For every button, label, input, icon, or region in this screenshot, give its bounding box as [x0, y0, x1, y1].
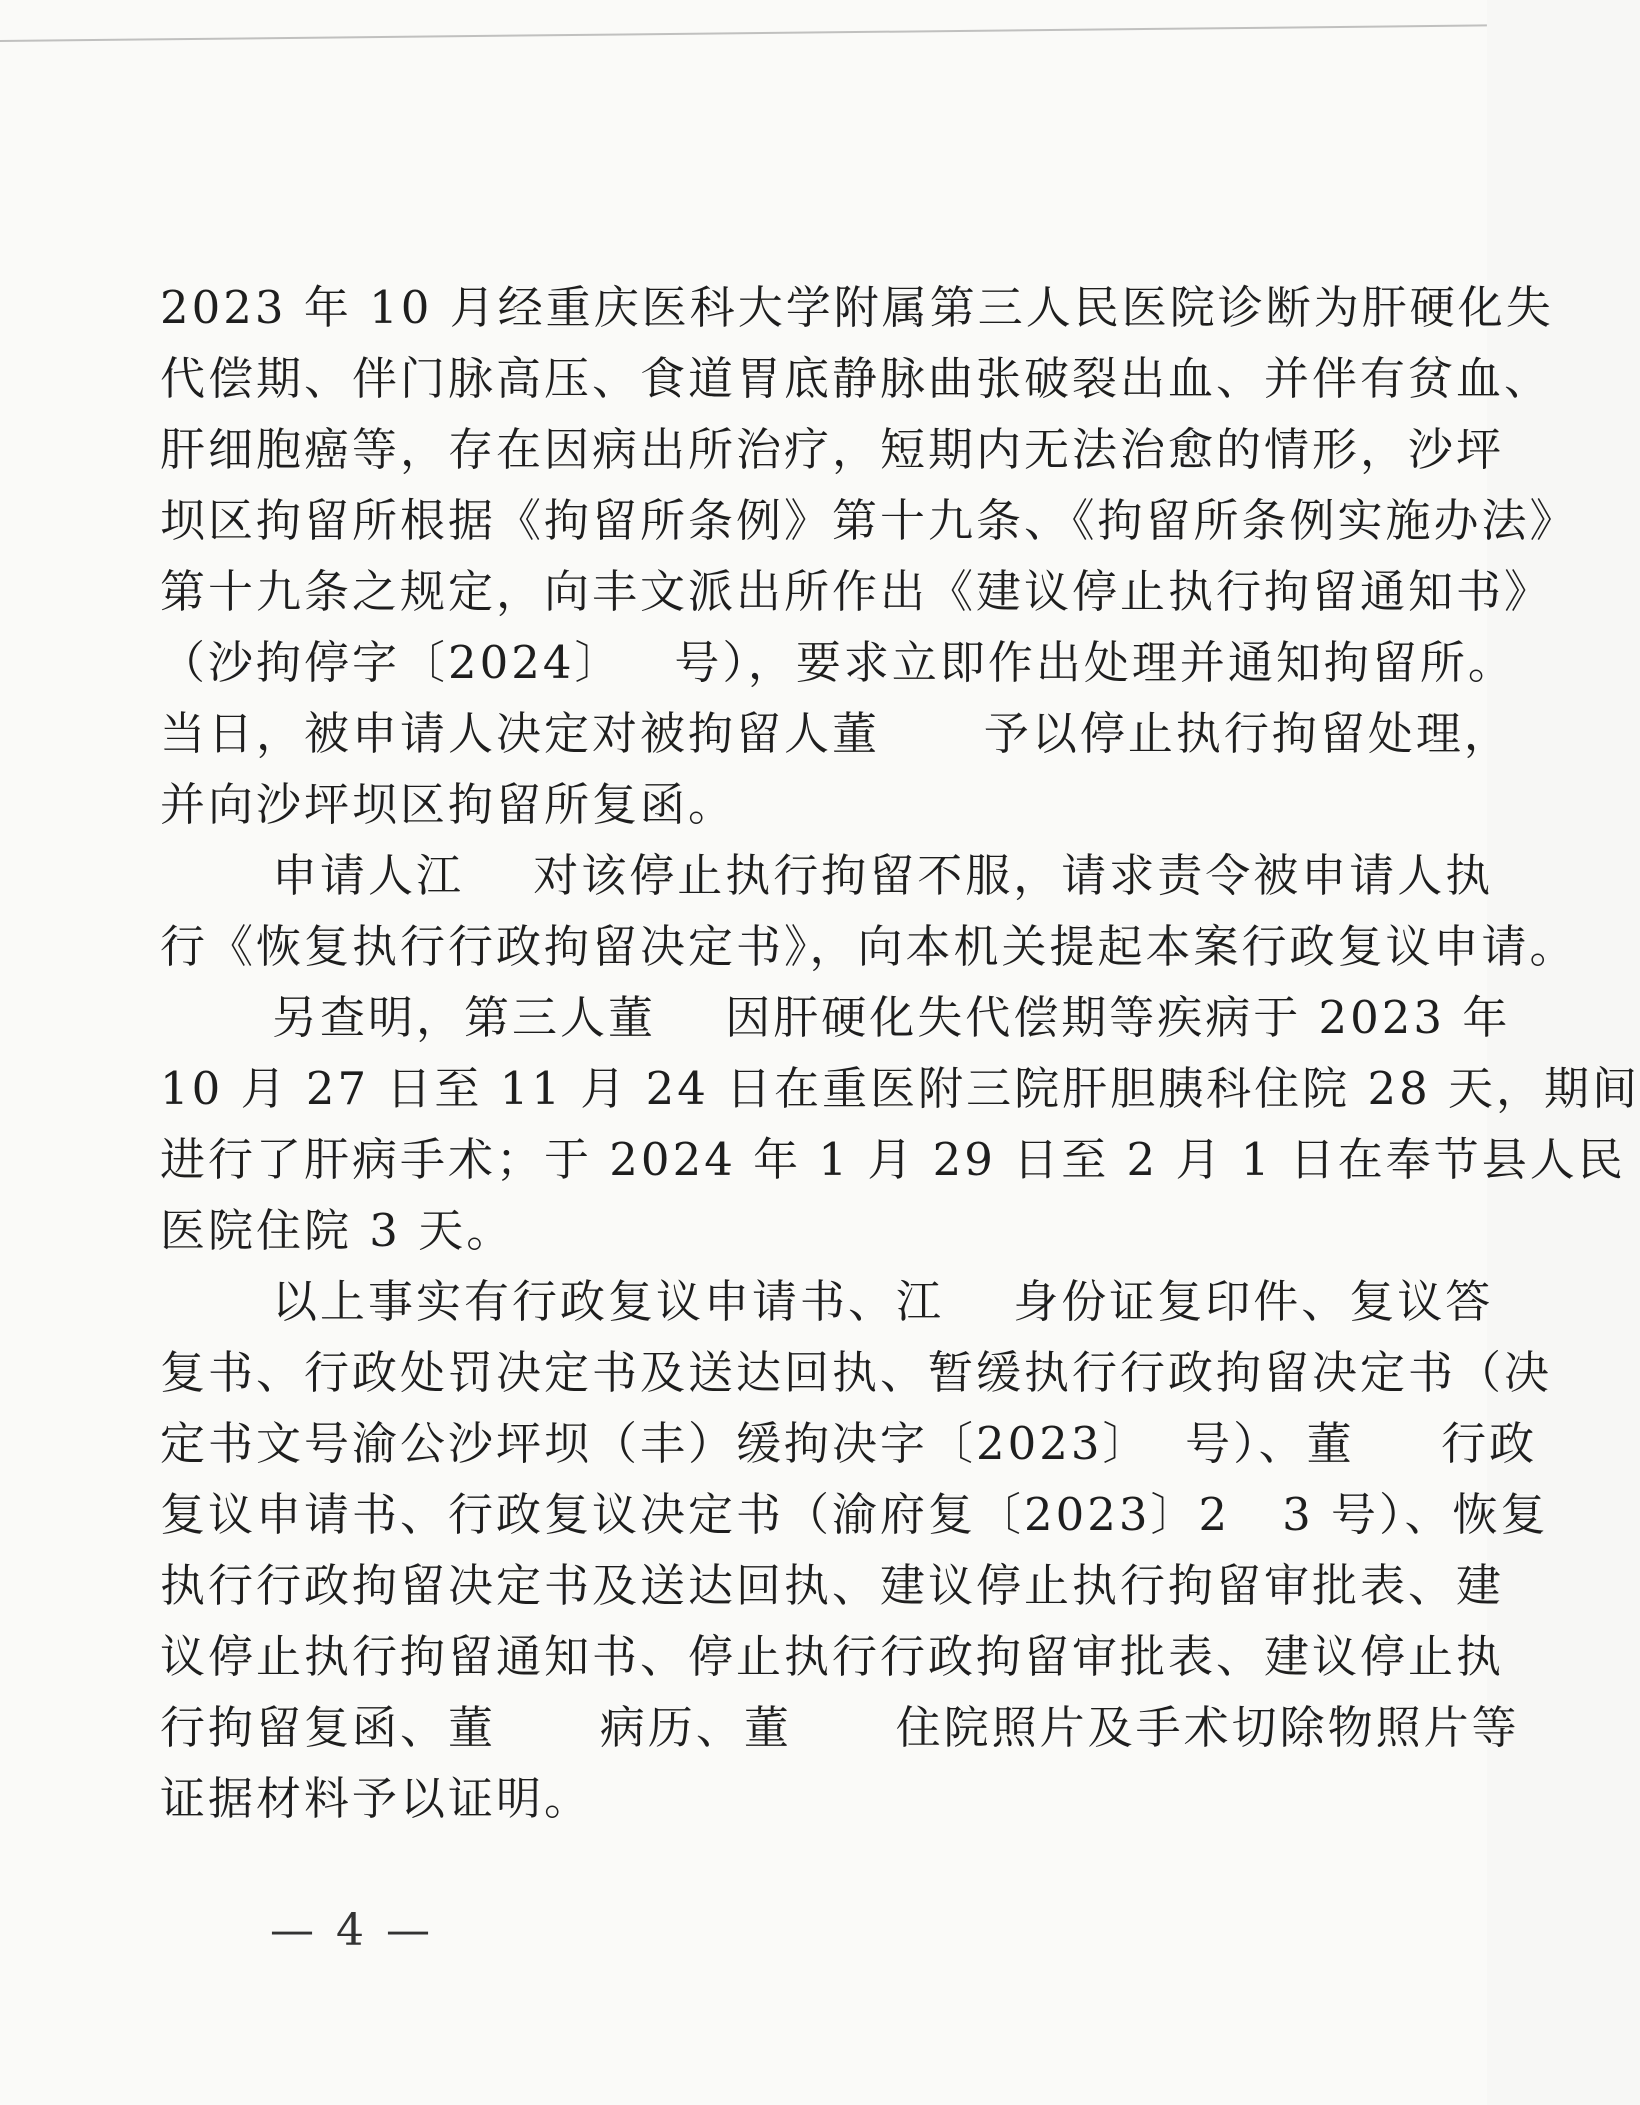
text-line: 并向沙坪坝区拘留所复函。 [160, 778, 737, 831]
text-line: 代偿期、伴门脉高压、食道胃底静脉曲张破裂出血、并伴有贫血、 [160, 352, 1553, 405]
top-divider [0, 24, 1487, 42]
document-body [160, 272, 1640, 1834]
text-line: 肝细胞癌等，存在因病出所治疗，短期内无法治愈的情形，沙坪 [160, 423, 1505, 476]
text-line: 第十九条之规定，向丰文派出所作出《建议停止执行拘留通知书》 [160, 565, 1553, 618]
text-line: 证据材料予以证明。 [160, 1772, 593, 1825]
paragraph-start-line: 以上事实有行政复议申请书、江 身份证复印件、复议答 [272, 1275, 1494, 1328]
text-line: （沙拘停字〔2024〕 号），要求立即作出处理并通知拘留所。 [160, 636, 1516, 689]
text-line: 复书、行政处罚决定书及送达回执、暂缓执行行政拘留决定书（决 [160, 1346, 1553, 1399]
text-line: 议停止执行拘留通知书、停止执行行政拘留审批表、建议停止执 [160, 1630, 1505, 1683]
text-line: 复议申请书、行政复议决定书（渝府复〔2023〕2 3 号）、恢复 [160, 1488, 1549, 1541]
text-line: 行《恢复执行行政拘留决定书》，向本机关提起本案行政复议申请。 [160, 920, 1578, 973]
text-line: 进行了肝病手术；于 2024 年 1 月 29 日至 2 月 1 日在奉节县人民 [160, 1133, 1626, 1186]
paragraph-start-line: 另查明，第三人董 因肝硬化失代偿期等疾病于 2023 年 [272, 991, 1511, 1044]
text-line: 2023 年 10 月经重庆医科大学附属第三人民医院诊断为肝硬化失 [160, 281, 1554, 334]
text-line: 10 月 27 日至 11 月 24 日在重医附三院肝胆胰科住院 28 天，期间 [160, 1062, 1640, 1115]
paragraph-start-line: 申请人江 对该停止执行拘留不服，请求责令被申请人执 [272, 849, 1494, 902]
text-line: 行拘留复函、董 病历、董 住院照片及手术切除物照片等 [160, 1701, 1520, 1754]
page-number: — 4 — [270, 1905, 434, 1956]
text-line: 当日，被申请人决定对被拘留人董 予以停止执行拘留处理， [160, 707, 1512, 760]
text-line: 医院住院 3 天。 [160, 1204, 515, 1257]
text-line: 定书文号渝公沙坪坝（丰）缓拘决字〔2023〕 号）、董 行政 [160, 1417, 1538, 1470]
text-line: 执行行政拘留决定书及送达回执、建议停止执行拘留审批表、建 [160, 1559, 1505, 1612]
text-line: 坝区拘留所根据《拘留所条例》第十九条、《拘留所条例实施办法》 [160, 494, 1578, 547]
